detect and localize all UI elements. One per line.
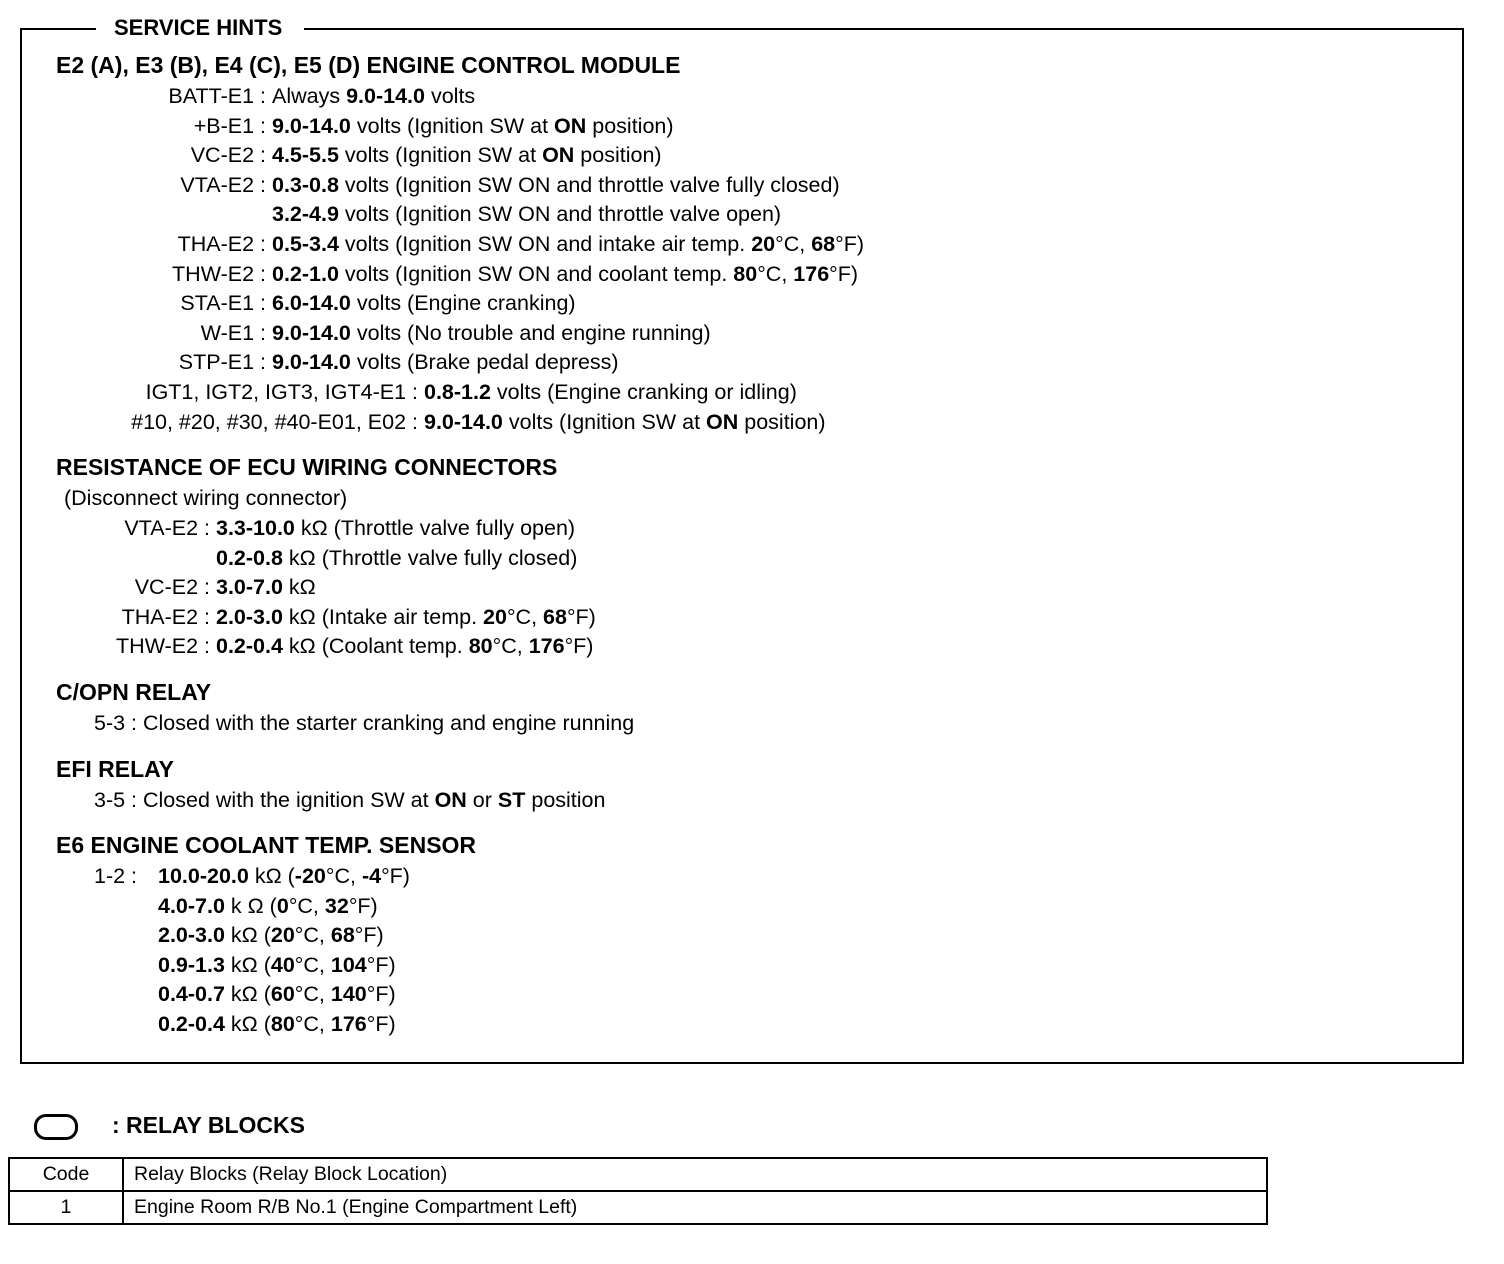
efi-st: ST [497,788,526,812]
value-note: °C, [757,261,794,286]
ect-unit: kΩ ( [248,864,295,888]
value-range: 3.3-10.0 [216,516,295,540]
efi-line [94,786,605,816]
ect-temp-c: 60 [270,982,295,1007]
ecm-title: E2 (A), E3 (B), E4 (C), E5 (D) ENGINE CONTROL MODULE [56,52,681,78]
injector-value: 9.0-14.0 [424,410,503,434]
ect-unit-c: °C, [294,982,331,1007]
ect-unit-f: °F) [366,982,396,1007]
value-note: volts (Ignition SW ON and intake air temp. [338,232,752,256]
value-bold: ON [554,113,587,138]
value-note: °F) [566,604,596,629]
copn-title: C/OPN RELAY [56,679,212,705]
igt-note: volts (Engine cranking or idling) [490,380,797,404]
ecm-row-label: VTA-E2 : [180,172,266,197]
value-note: volts (Ignition SW at [350,113,555,138]
ecm-row-value [272,260,858,290]
value-note: kΩ (Throttle valve fully open) [294,516,576,540]
relay-block-symbol-icon [34,1114,78,1140]
ect-unit-f: °F) [381,864,410,888]
ect-unit: k Ω ( [224,893,277,918]
ect-resistance: 0.9-1.3 [158,952,225,977]
resistance-row-value [216,632,593,662]
igt-value: 0.8-1.2 [424,380,491,404]
ecm-row-value [272,141,662,171]
ect-temp-f: 140 [330,982,367,1007]
ecm-row-label: W-E1 : [200,320,266,345]
value-note: volts (Ignition SW ON and coolant temp. [338,261,734,286]
value-range: 2.0-3.0 [216,604,283,629]
value-bold: 176 [528,634,565,659]
igt-label: IGT1, IGT2, IGT3, IGT4-E1 : [145,380,418,404]
resistance-title: RESISTANCE OF ECU WIRING CONNECTORS [56,454,558,480]
ect-unit-f: °F) [354,923,384,948]
code-cell: 1 [9,1191,123,1224]
value-note: volts (Ignition SW ON and throttle valve fully closed) [338,172,840,197]
ect-temp-f: 32 [324,893,349,918]
value-note: position) [574,143,662,168]
ect-temp-f: 176 [330,1012,367,1036]
value-bold: 20 [483,604,507,629]
value-note: °F) [829,261,859,286]
code-header: Code [9,1158,123,1191]
resistance-row-value [216,603,596,633]
ecm-row-label: VC-E2 : [190,143,266,168]
value-note: °C, [506,604,544,629]
value-range: 3.2-4.9 [272,202,339,227]
ect-unit: kΩ ( [224,923,271,948]
ecm-row-label: THA-E2 : [177,232,266,256]
value-bold: 20 [751,232,776,256]
ect-unit: kΩ ( [224,952,271,977]
value-range: 9.0-14.0 [272,320,351,345]
ecm-row-value [272,319,711,349]
value-note: kΩ (Throttle valve fully closed) [282,545,578,570]
value-range: 9.0-14.0 [272,350,351,375]
relay-blocks-title: : RELAY BLOCKS [112,1112,305,1138]
value-bold: 80 [733,261,758,286]
ect-unit-c: °C, [325,864,362,888]
ect-resistance: 0.2-0.4 [158,1012,225,1036]
ect-row [158,892,378,922]
resistance-row-label: VTA-E2 : [124,516,210,540]
ect-temp-c: 20 [270,923,295,948]
value-range: 9.0-14.0 [272,113,351,138]
value-prefix: Always [272,84,347,108]
resistance-note: (Disconnect wiring connector) [64,486,348,510]
ect-row [158,980,396,1010]
ect-unit-c: °C, [294,952,331,977]
value-note: °C, [775,232,812,256]
value-note: kΩ (Coolant temp. [282,634,469,659]
resistance-row-label: THW-E2 : [116,634,210,659]
ect-resistance: 4.0-7.0 [158,893,225,918]
ecm-row-value [272,200,781,230]
value-note: °F) [835,232,864,256]
ect-row [158,862,410,892]
ect-row [158,1010,396,1040]
value-note: volts (No trouble and engine running) [350,320,711,345]
ect-temp-f: 68 [330,923,355,948]
value-note: position) [586,113,674,138]
copn-line: 5-3 : Closed with the starter cranking and engine running [94,711,635,735]
ect-resistance: 0.4-0.7 [158,982,225,1007]
resistance-row-label: THA-E2 : [121,604,210,629]
value-range: 6.0-14.0 [272,291,351,316]
value-note: volts (Ignition SW ON and throttle valve open) [338,202,782,227]
ecm-row-value [272,230,864,260]
ect-row [158,921,384,951]
value-note: °F) [564,634,594,659]
value-note: kΩ [282,575,316,600]
ect-temp-c: -20 [294,864,326,888]
injector-on: ON [706,410,739,434]
ect-resistance: 10.0-20.0 [158,864,249,888]
injector-note-end: position) [738,410,826,434]
ecm-row-label: STA-E1 : [180,291,266,316]
desc-header: Relay Blocks (Relay Block Location) [123,1158,1267,1191]
ect-unit-c: °C, [294,923,331,948]
value-note: volts (Ignition SW at [338,143,543,168]
value-range: 0.2-0.8 [216,545,283,570]
ect-section [56,830,476,860]
injector-note: volts (Ignition SW at [502,410,707,434]
value-range: 0.2-0.4 [216,634,283,659]
ect-unit-f: °F) [348,893,378,918]
ecm-row-value [272,82,475,112]
ecm-section [56,50,680,80]
value-note: volts [424,84,476,108]
ecm-row-label: BATT-E1 : [168,84,266,108]
ecm-row-value [272,348,619,378]
ecm-row-label: THW-E2 : [172,261,266,286]
table-row [9,1191,1267,1224]
ecm-row-label: +B-E1 : [193,113,266,138]
service-hints-title: SERVICE HINTS [96,14,304,42]
efi-line-mid: or [466,788,498,812]
efi-line-post: position [525,788,606,812]
ect-unit-f: °F) [366,1012,396,1036]
value-range: 9.0-14.0 [346,84,425,108]
resistance-row-value [216,514,575,544]
value-range: 0.5-3.4 [272,232,339,256]
efi-line-pre: 3-5 : Closed with the ignition SW at [94,788,435,812]
efi-section [56,754,605,816]
value-range: 3.0-7.0 [216,575,283,600]
ect-temp-c: 0 [276,893,289,918]
resistance-section [56,452,557,514]
ect-unit-c: °C, [294,1012,331,1036]
value-note: volts (Engine cranking) [350,291,576,316]
value-bold: 80 [468,634,493,659]
value-bold: 176 [793,261,830,286]
ecm-row-value [272,171,840,201]
ecm-row-label: STP-E1 : [178,350,266,375]
value-bold: 68 [543,604,567,629]
value-note: kΩ (Intake air temp. [282,604,484,629]
desc-cell: Engine Room R/B No.1 (Engine Compartment Left) [123,1191,1267,1224]
resistance-row-value [216,573,316,603]
ect-label: 1-2 : [94,864,138,888]
ect-row [158,951,396,981]
copn-section [56,677,634,739]
ect-temp-f: 104 [330,952,367,977]
value-range: 0.2-1.0 [272,261,339,286]
ect-unit-c: °C, [288,893,325,918]
value-bold: ON [542,143,575,168]
ect-unit: kΩ ( [224,982,271,1007]
resistance-row-value [216,544,577,574]
ect-temp-c: 80 [270,1012,295,1036]
value-note: volts (Brake pedal depress) [350,350,619,375]
value-note: °C, [492,634,529,659]
ecm-row-value [272,112,674,142]
ect-unit: kΩ ( [224,1012,271,1036]
ect-resistance: 2.0-3.0 [158,923,225,948]
ect-temp-f: -4 [361,864,382,888]
ecm-row-value [272,289,576,319]
table-header-row [9,1158,1267,1191]
efi-title: EFI RELAY [56,756,175,782]
ect-temp-c: 40 [270,952,295,977]
ect-title: E6 ENGINE COOLANT TEMP. SENSOR [56,832,477,858]
relay-blocks-table [8,1157,1268,1225]
value-range: 4.5-5.5 [272,143,339,168]
injector-label: #10, #20, #30, #40-E01, E02 : [131,410,418,434]
ect-unit-f: °F) [366,952,396,977]
resistance-row-label: VC-E2 : [134,575,210,600]
value-bold: 68 [811,232,836,256]
efi-on: ON [434,788,467,812]
value-range: 0.3-0.8 [272,172,339,197]
